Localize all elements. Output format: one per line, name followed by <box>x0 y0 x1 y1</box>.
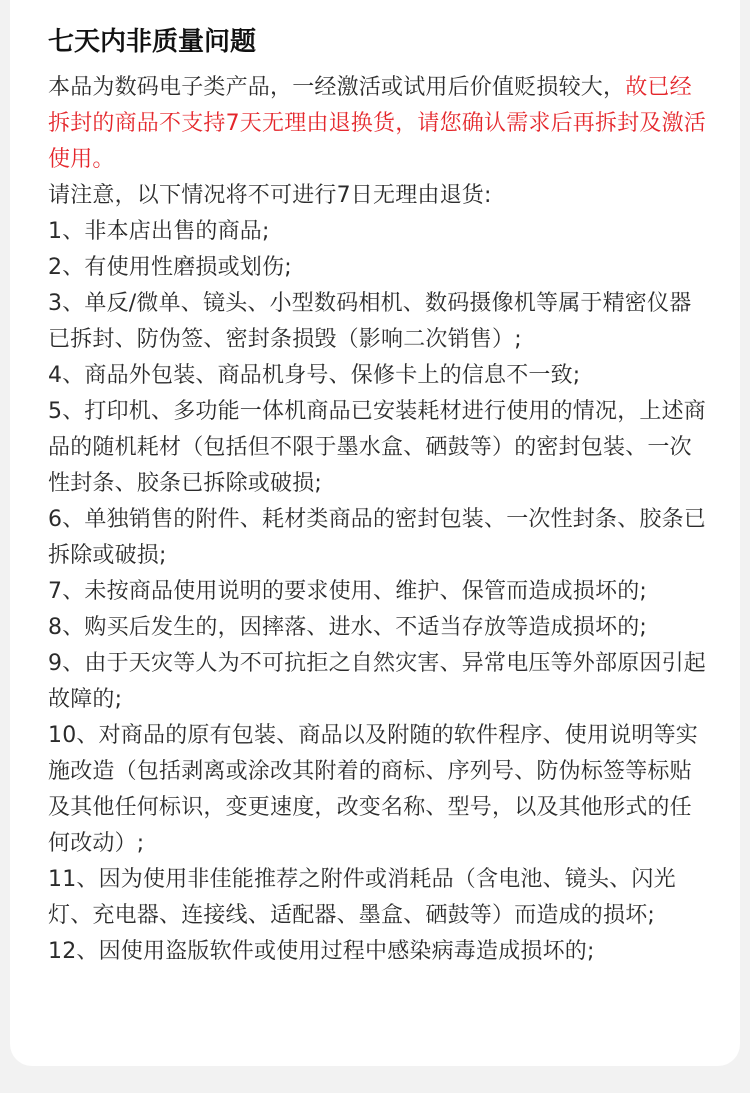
condition-item: 8、购买后发生的，因摔落、进水、不适当存放等造成损坏的; <box>48 615 648 640</box>
condition-item: 12、因使用盗版软件或使用过程中感染病毒造成损坏的; <box>48 939 595 964</box>
condition-item: 2、有使用性磨损或划伤; <box>48 255 292 280</box>
section-title: 七天内非质量问题 <box>48 27 257 57</box>
intro-paragraph <box>48 70 713 178</box>
condition-item: 6、单独销售的附件、耗材类商品的密封包装、一次性封条、胶条已拆除或破损; <box>48 507 706 568</box>
condition-item: 1、非本店出售的商品; <box>48 219 270 244</box>
intro-text: 本品为数码电子类产品，一经激活或试用后价值贬损较大， <box>48 75 626 100</box>
policy-body <box>48 70 713 970</box>
condition-item: 9、由于天灾等人为不可抗拒之自然灾害、异常电压等外部原因引起故障的; <box>48 651 706 712</box>
condition-item: 5、打印机、多功能一体机商品已安装耗材进行使用的情况，上述商品的随机耗材（包括但不限于墨水盒、硒鼓等）的密封包装、一次性封条、胶条已拆除或破损; <box>48 399 706 496</box>
condition-item: 7、未按商品使用说明的要求使用、维护、保管而造成损坏的; <box>48 579 648 604</box>
condition-item: 3、单反/微单、镜头、小型数码相机、数码摄像机等属于精密仪器已拆封、防伪签、密封条损毁（影响二次销售）; <box>48 291 692 352</box>
notice-text: 请注意，以下情况将不可进行7日无理由退货: <box>48 183 492 208</box>
condition-item: 11、因为使用非佳能推荐之附件或消耗品（含电池、镜头、闪光灯、充电器、连接线、适配器、墨盒、硒鼓等）而造成的损坏; <box>48 867 676 928</box>
warning-text: 故已经拆封的商品不支持7天无理由退换货，请您确认需求后再拆封及激活使用。 <box>48 75 706 172</box>
condition-item: 4、商品外包装、商品机身号、保修卡上的信息不一致; <box>48 363 581 388</box>
condition-item: 10、对商品的原有包装、商品以及附随的软件程序、使用说明等实施改造（包括剥离或涂改其附着的商标、序列号、防伪标签等标贴及其他任何标识，变更速度，改变名称、型号，以及其他形式的任何改动）; <box>48 723 698 856</box>
